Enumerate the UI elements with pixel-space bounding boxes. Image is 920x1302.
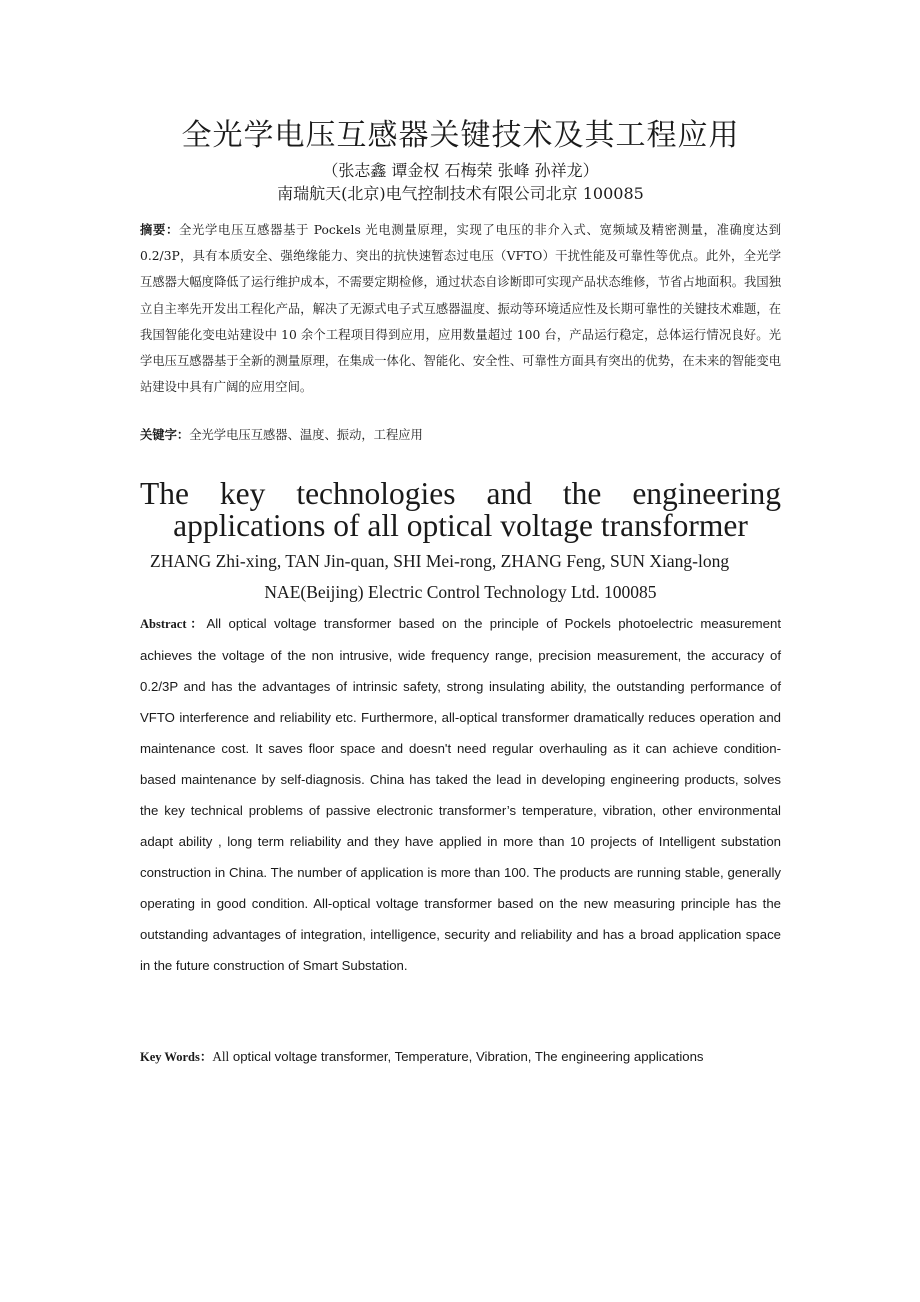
english-authors: ZHANG Zhi-xing, TAN Jin-quan, SHI Mei-rong, ZHANG Feng, SUN Xiang-long bbox=[150, 551, 730, 571]
chinese-abstract bbox=[140, 217, 781, 400]
chinese-keywords bbox=[140, 425, 781, 445]
english-keywords bbox=[140, 1041, 781, 1073]
chinese-authors: （张志鑫 谭金权 石梅荣 张峰 孙祥龙） bbox=[322, 161, 599, 180]
english-abstract bbox=[140, 608, 781, 981]
english-keywords-label: Key Words： bbox=[140, 1050, 213, 1064]
chinese-abstract-text: 全光学电压互感器基于 Pockels 光电测量原理，实现了电压的非介入式、宽频域及精密测量，准确度达到 0.2/3P，具有本质安全、强绝缘能力、突出的抗快速暂态过电压（VFTO）干扰性能及可靠性等优点。此外，全光学互感器大幅度降低了运行维护成本，不需要定期检修，通过状态自诊断即可实现产品状态维修，节省占地面积。我国独立自主率先开发出工程化产品，解决了无源式电子式互感器温度、振动等环境适应性及长期可靠性的关键技术难题，在我国智能化变电站建设中 10 余个工程项目得到应用，应用数量超过 100 台，产品运行稳定，总体运行情况良好。光学电压互感器基于全新的测量原理，在集成一体化、智能化、安全性、可靠性方面具有突出的优势，在未来的智能变电站建设中具有广阔的应用空间。 bbox=[140, 223, 781, 395]
english-title bbox=[140, 478, 781, 542]
chinese-keywords-label: 关键字： bbox=[140, 428, 190, 442]
chinese-abstract-label: 摘要： bbox=[140, 223, 180, 237]
english-title-line1: The key technologies and the engineering bbox=[140, 476, 781, 511]
english-title-line2: applications of all optical voltage transformer bbox=[173, 508, 748, 543]
chinese-keywords-text: 全光学电压互感器、温度、振动，工程应用 bbox=[189, 428, 423, 442]
english-abstract-label: Abstract： bbox=[140, 617, 207, 631]
english-affiliation: NAE(Beijing) Electric Control Technology Ltd. 100085 bbox=[264, 582, 657, 602]
chinese-title: 全光学电压互感器关键技术及其工程应用 bbox=[181, 118, 740, 153]
english-keywords-text: optical voltage transformer, Temperature, Vibration, The engineering applications bbox=[229, 1049, 704, 1064]
english-keywords-first: All bbox=[212, 1049, 230, 1064]
chinese-affiliation: 南瑞航天(北京)电气控制技术有限公司北京 100085 bbox=[277, 184, 644, 203]
english-abstract-text: All optical voltage transformer based on the principle of Pockels photoelectric measurement achieves the voltage of the non intrusive, wide frequency range, precision measurement, the accuracy of 0.2/3P and has the advantages of intrinsic safety, strong insulating ability, the outstanding performance of VFTO interference and reliability etc. Furthermore, all-optical transformer dramatically reduces operation and maintenance cost. It saves floor space and doesn't need regular overhauling as it can achieve condition-based maintenance by self-diagnosis. China has taked the lead in developing engineering products, solves the key technical problems of passive electronic transformer’s temperature, vibration, other environmental adapt ability , long term reliability and they have applied in more than 10 projects of Intelligent substation construction in China. The number of application is more than 100. The products are running stable, generally operating in good condition. All-optical voltage transformer based on the new measuring principle has the outstanding advantages of integration, intelligence, security and reliability and has a broad application space in the future construction of Smart Substation. bbox=[140, 616, 781, 973]
